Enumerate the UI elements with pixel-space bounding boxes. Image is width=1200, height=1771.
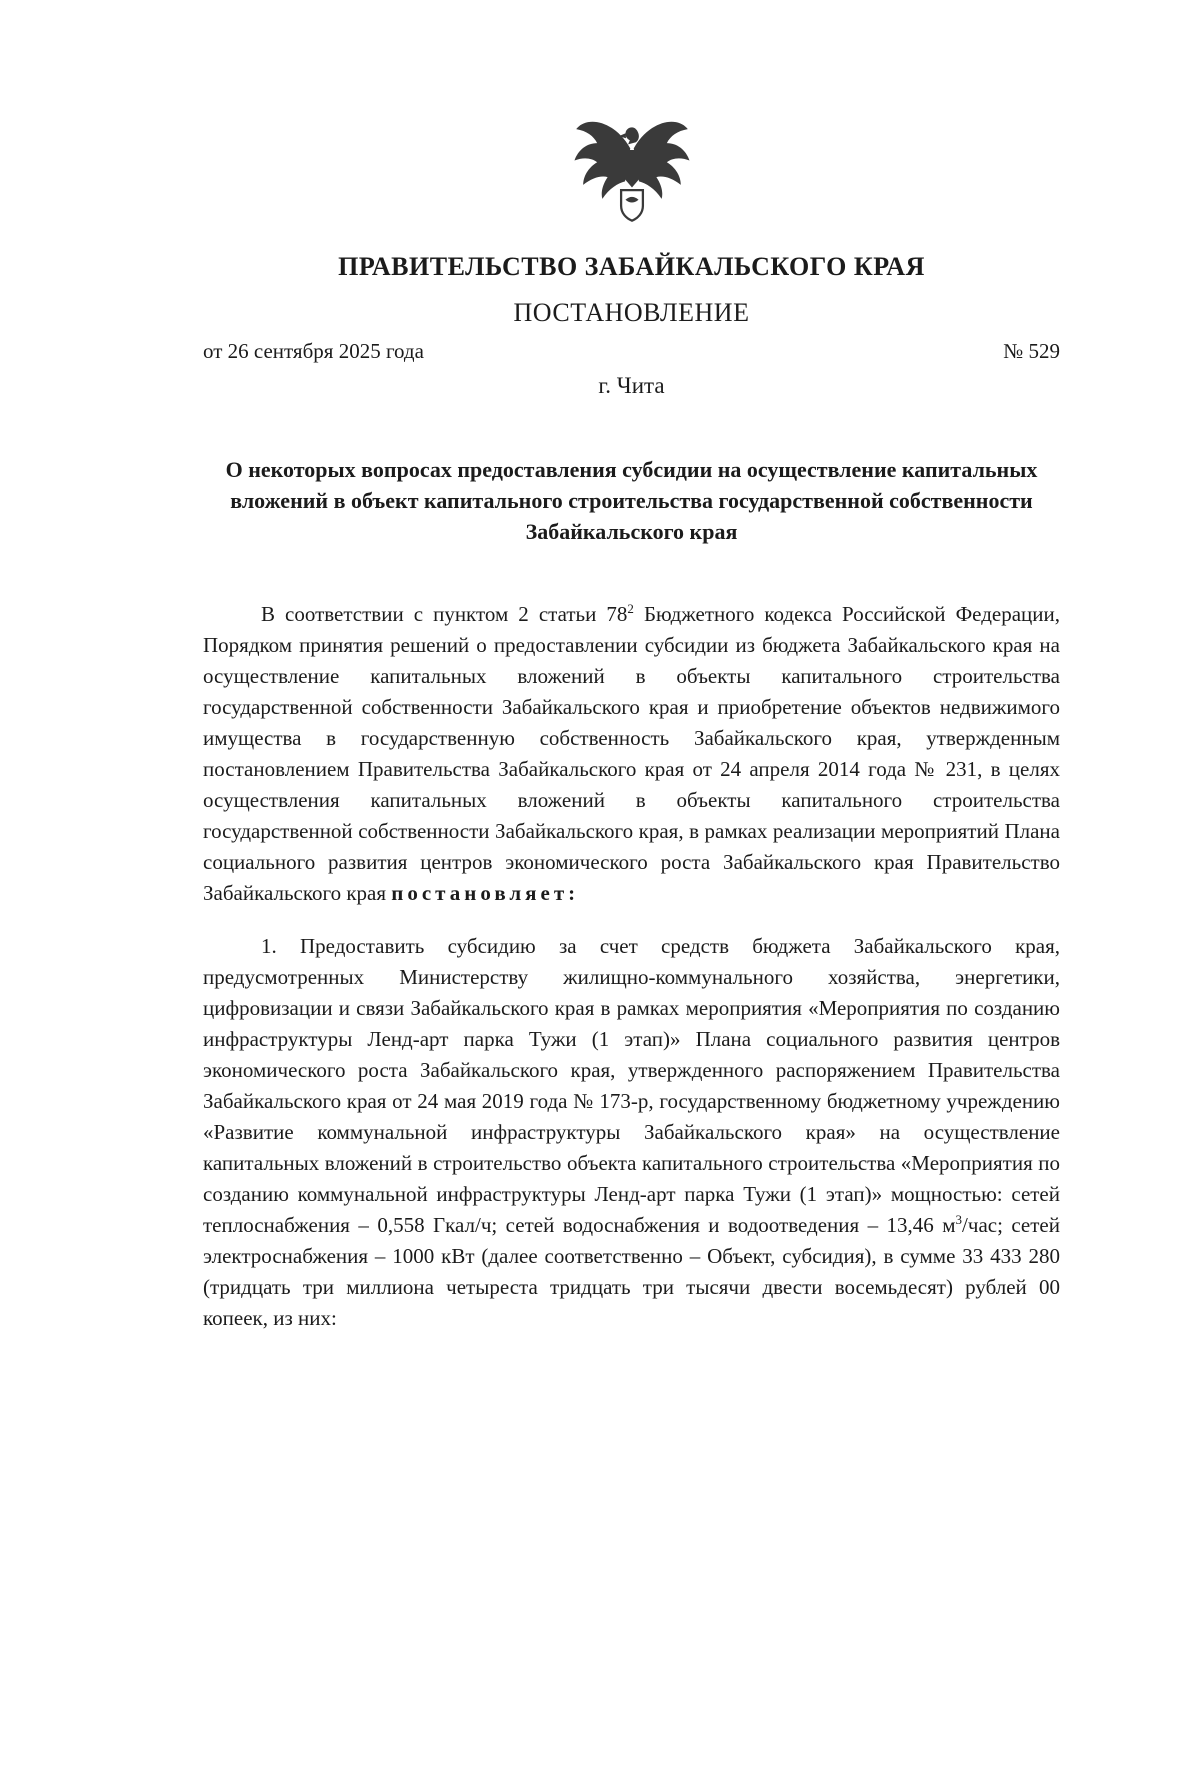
item1-text-2: /час; сетей электроснабжения – 1000 кВт (далее соответственно – Объект, субсидия), в сумме 33 433 280 (тридцать три миллиона четыреста тридцать три тысячи двести восемьдесят) рублей 00 копеек, из них: — [203, 1213, 1060, 1330]
doc-number: № 529 — [1003, 339, 1060, 363]
doc-title: О некоторых вопросах предоставления субсидии на осуществление капитальных вложений в объект капитального строительства государственной собственности Забайкальского края — [225, 457, 1038, 544]
resolves-word: постановляет: — [391, 881, 580, 905]
doc-meta-row — [203, 338, 1060, 364]
intro-superscript: 2 — [627, 601, 634, 616]
doc-date: от 26 сентября 2025 года — [203, 339, 424, 363]
paragraph-item-1 — [203, 931, 1060, 1334]
document-page — [0, 98, 1200, 1771]
coat-of-arms-icon — [571, 98, 693, 230]
intro-text-2: Бюджетного кодекса Российской Федерации, Порядком принятия решений о предоставлении субсидии из бюджета Забайкальского края на осуществление капитальных вложений в объекты капитального строительства государственной собственности Забайкальского края и приобретение объектов недвижимого имущества в государственную собственность Забайкальского края, утвержденным постановлением Правительства Забайкальского края от 24 апреля 2014 года № 231, в целях осуществления капитальных вложений в объекты капитального строительства государственной собственности Забайкальского края, в рамках реализации мероприятий Плана социального развития центров экономического роста Забайкальского края Правительство Забайкальского края — [203, 602, 1060, 905]
intro-text-1: В соответствии с пунктом 2 статьи 78 — [261, 602, 628, 626]
doc-city: г. Чита — [598, 373, 665, 398]
org-name: ПРАВИТЕЛЬСТВО ЗАБАЙКАЛЬСКОГО КРАЯ — [338, 252, 925, 281]
paragraph-intro — [203, 599, 1060, 909]
doc-type: ПОСТАНОВЛЕНИЕ — [513, 298, 750, 327]
item1-superscript: 3 — [955, 1212, 963, 1227]
item1-text-1: 1. Предоставить субсидию за счет средств бюджета Забайкальского края, предусмотренных Министерству жилищно-коммунального хозяйства, энергетики, цифровизации и связи Забайкальского края в рамках мероприятия «Мероприятия по созданию инфраструктуры Ленд-арт парка Тужи (1 этап)» Плана социального развития центров экономического роста Забайкальского края, утвержденного распоряжением Правительства Забайкальского края от 24 мая 2019 года № 173-р, государственному бюджетному учреждению «Развитие коммунальной инфраструктуры Забайкальского края» на осуществление капитальных вложений в строительство объекта капитального строительства «Мероприятия по созданию коммунальной инфраструктуры Ленд-арт парка Тужи (1 этап)» мощностью: сетей теплоснабжения – 0,558 Гкал/ч; сетей водоснабжения и водоотведения – 13,46 м — [203, 934, 1060, 1237]
